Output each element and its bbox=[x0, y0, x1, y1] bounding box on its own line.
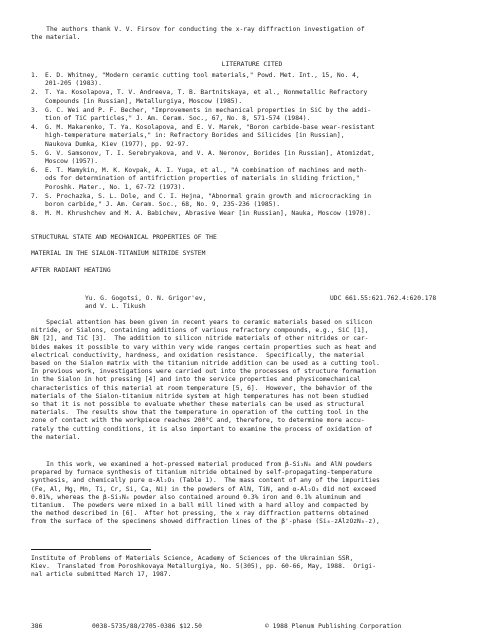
reference-number: 4. bbox=[31, 124, 39, 132]
literature-cited-heading: LITERATURE CITED bbox=[221, 61, 283, 68]
reference-number: 2. bbox=[31, 89, 39, 97]
reference-item bbox=[31, 193, 491, 209]
reference-item bbox=[31, 107, 491, 123]
article-authors: Yu. G. Gogotsi, O. N. Grigor'ev, and V. L. Tikush bbox=[85, 295, 207, 311]
article-code: 0038-5735/88/2705-0386 $12.50 bbox=[92, 623, 202, 630]
reference-item bbox=[31, 167, 491, 192]
reference-number: 7. bbox=[31, 192, 39, 200]
reference-text: T. Ya. Kosolapova, T. V. Andreeva, T. B. Bartnitskaya, et al., Nonmetallic Refractory Compounds [in Russian], Metallurgiya, Moscow (1985). bbox=[45, 89, 368, 105]
acknowledgment-text: The authors thank V. V. Firsov for conducting the x-ray diffraction investigation of the material. bbox=[31, 26, 365, 42]
reference-text: E. D. Whitney, "Modern ceramic cutting tool materials," Powd. Met. Int., 15, No. 4, 201-205 (1983). bbox=[45, 72, 360, 88]
reference-number: 1. bbox=[31, 72, 39, 79]
reference-number: 6. bbox=[31, 167, 39, 175]
reference-text: G. C. Wei and P. F. Becher, "Improvements in mechanical properties in SiC by the addi- tion of TiC particles," J. Am. Ceram. Soc., 67, No. 8, 571-574 (1984). bbox=[45, 106, 372, 123]
reference-number: 8. bbox=[31, 210, 39, 218]
article-title: STRUCTURAL STATE AND MECHANICAL PROPERTIES OF THE MATERIAL IN THE SIALON-TITANIUM NITRIDE SYSTEM AFTER RADIANT HEATING bbox=[31, 234, 217, 274]
reference-item bbox=[31, 210, 491, 218]
reference-number: 3. bbox=[31, 106, 39, 114]
reference-text: M. M. Khrushchev and M. A. Babichev, Abrasive Wear [in Russian], Nauka, Moscow (1970). bbox=[45, 210, 372, 218]
reference-text: G. M. Makarenko, T. Ya. Kosolapova, and E. V. Marek, "Boron carbide-base wear-resistant high-temperature materials," in: Refractory Borides and Silicides [in Russian], Naukova Dumka, Kiev (1977), pp. 92-97. bbox=[45, 124, 375, 148]
reference-text: S. Prochazka, S. L. Dole, and C. I. Hejna, "Abnormal grain growth and microcracking in boron carbide," J. Am. Ceram. Soc., 68, No. 9, 235-236 (1985). bbox=[45, 192, 372, 209]
body-paragraph-2: In this work, we examined a hot-pressed material produced from β-Si₃N₄ and AlN powders prepared by furnace synthesis of titanium nitride obtained by self-propagating-temperature synthesis, and chemically pure α-Al₂O₃ (Table 1). The mass content of any of the impurities (Fe, Al, Mg, Mn, Ti, Cr, Si, Ca, Ni) in the powders of AlN, TiN, and α-Al₂O₃ did not exceed 0.01%, whereas the β-Si₃N₄ powder also contained around 0.3% iron and 0.1% aluminum and titanium. The powders were mixed in a ball mill lined with a hard alloy and compacted by the method described in [6]. After hot pressing, the x ray diffraction patterns obtained from the surface of the specimens showed diffraction lines of the β'-phase (Si₆₋zAlzOzN₈₋z), bbox=[31, 461, 380, 526]
copyright-notice: © 1988 Plenum Publishing Corporation bbox=[265, 623, 402, 630]
reference-text: G. V. Samsonov, T. I. Serebryakova, and V. A. Neronov, Borides [in Russian], Atomizdat, Moscow (1957). bbox=[45, 149, 375, 166]
reference-text: E. T. Mamykin, M. K. Kovpak, A. I. Yuga, et al., "A combination of machines and meth- ods for determination of antifriction properties of materials in sliding friction," Poroshk. Mater., No. 1, 67-72 (1973). bbox=[45, 167, 368, 191]
page-number: 386 bbox=[31, 623, 43, 630]
footnote-divider bbox=[31, 549, 151, 550]
reference-list bbox=[31, 72, 491, 219]
footnote-text: Institute of Problems of Materials Science, Academy of Sciences of the Ukrainian SSR, Kiev. Translated from Poroshkovaya Metallurgiya, No. 5(305), pp. 60-66, May, 1988. Origi- nal article submitted March 17, 1987. bbox=[31, 555, 376, 579]
reference-number: 5. bbox=[31, 149, 39, 157]
reference-item bbox=[31, 150, 491, 166]
reference-item bbox=[31, 124, 491, 149]
reference-item bbox=[31, 89, 491, 105]
body-paragraph-1: Special attention has been given in recent years to ceramic materials based on silicon nitride, or Sialons, containing additions of various refractory compounds, e.g., SiC [1], BN [2], and TiC [3]. The addition to silicon nitride materials of other nitrides or car- bides makes it possible to vary within very wide ranges certain properties such as heat and electrical conductivity, hardness, and oxidation resistance. Specifically, the material based on the Sialon matrix with the titanium nitride addition can be used as a cutting tool. In previous work, investigations were carried out into the processes of structure formation in the Sialon in hot pressing [4] and into the service properties and physicomechanical characteristics of this material at room temperature [5, 6]. However, the behavior of the materials of the Sialon-titanium nitride system at high temperatures has not been studied so that it is not possible to evaluate whether these materials can be used as structural materials. The results show that the temperature in operation of the cutting tool in the zone of contact with the workpiece reaches 200°C and, therefore, to determine more accu- rately the cutting conditions, it is also important to examine the process of oxidation of the material. bbox=[31, 319, 380, 441]
udc-code: UDC 661.55:621.762.4:620.178 bbox=[330, 295, 437, 302]
reference-item bbox=[31, 72, 491, 88]
